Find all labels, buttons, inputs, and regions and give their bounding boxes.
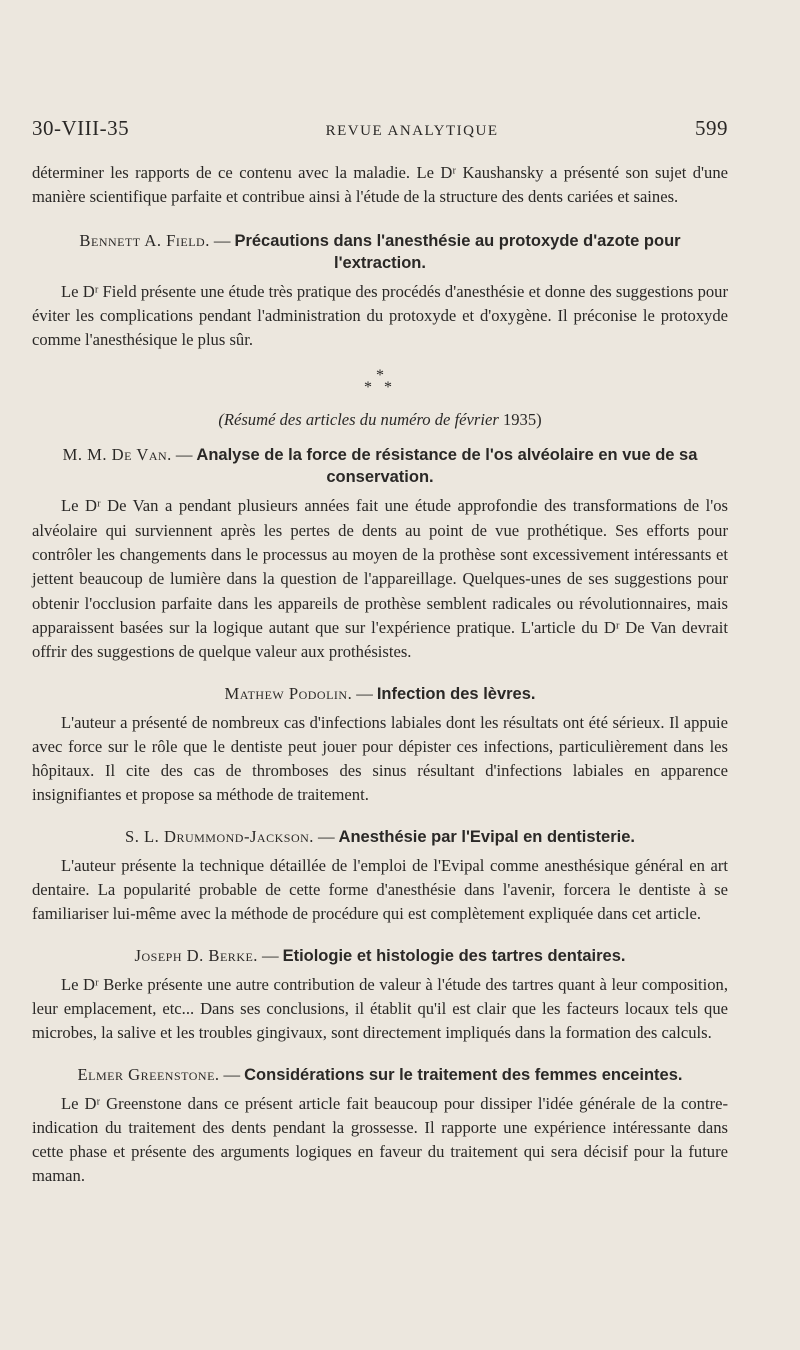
asterism-top: * [376,367,384,385]
abstract-entry [32,1064,728,1189]
entry-title: Anesthésie par l'Evipal en dentisterie. [338,827,635,846]
entry-dash: — [175,445,193,465]
intro-paragraph: déterminer les rapports de ce contenu avec la maladie. Le Dʳ Kaushansky a présenté son sujet d'une manière scientifique parfaite et contribue ainsi à l'étude de la structure des dents cariées et saines. [32,163,728,207]
entry-author: S. L. Drummond-Jackson. [125,826,314,846]
entry-dash: — [213,230,231,250]
entry-title: Analyse de la force de résistance de l'os alvéolaire en vue de sa conservation. [196,446,698,487]
entry-title: Infection des lèvres. [376,684,536,703]
entry-heading [32,444,728,488]
entry-dash: — [261,945,279,965]
entries-after-asterism [32,444,728,1188]
entry-heading [32,826,728,848]
abstract-entry [32,683,728,808]
entry-heading [32,683,728,705]
entry-dash: — [223,1064,241,1084]
entry-title: Considérations sur le traitement des femmes enceintes. [244,1065,683,1084]
entry-text: Le Dʳ Greenstone dans ce présent article fait beaucoup pour dissiper l'idée générale de la contre-indication du traitement des dents pendant la grossesse. Il rapporte une expérience intéressante dans cette phase et présente des arguments logiques en faveur du traitement qui sera décisif pour la future maman. [32,1093,728,1186]
abstract-entry [32,826,728,927]
entries-before-asterism [32,230,728,353]
abstract-entry [32,945,728,1046]
issue-note-year: 1935) [502,410,542,430]
entry-author: Mathew Podolin. [224,683,353,703]
entry-text: Le Dʳ De Van a pendant plusieurs années fait une étude approfondie des transformations de l'os alvéolaire qui surviennent après les pertes de dents au point de vue prothétique. Ses efforts pour contrôler les changements dans le processus au moyen de la prothèse sont excessivement intéressants et jettent beaucoup de lumière dans la question de l'appareillage. Quelques-unes de ses suggestions pour obtenir l'occlusion parfaite dans les appareils de prothèse semblent radicales ou révolutionnaires, mais apparaissent basées sur la logique autant que sur l'expérience pratique. L'article du Dʳ De Van devrait offrir des suggestions de quelque valeur aux prothésistes. [32,496,728,662]
entry-dash: — [356,683,373,703]
asterism [32,367,728,397]
running-header [32,116,728,146]
entry-author: Joseph D. Berke. [134,945,258,965]
header-journal-title: REVUE ANALYTIQUE [325,123,499,139]
entry-author: M. M. De Van. [62,445,172,465]
asterism-bottom: * * [364,379,396,397]
entry-text: Le Dʳ Berke présente une autre contribution de valeur à l'étude des tartres quant à leur composition, leur emplacement, etc... Dans ses conclusions, il établit qu'il est clair que les facteurs locaux tels que microbes, la salive et les troubles gingivaux, sont directement impliqués dans la formation des calculs. [32,974,728,1043]
entry-title: Précautions dans l'anesthésie au protoxyde d'azote pour l'extraction. [234,231,681,272]
abstract-entry [32,230,728,353]
entry-dash: — [317,826,335,846]
abstract-entry [32,444,728,664]
issue-note [32,410,728,430]
entry-heading [32,945,728,967]
page-number: 599 [694,116,728,140]
entry-author: Elmer Greenstone. [77,1064,220,1084]
entry-text: Le Dʳ Field présente une étude très pratique des procédés d'anesthésie et donne des suggestions pour éviter les complications pendant l'administration du protoxyde et d'oxygène. Il préconise le protoxyde comme l'anesthésique le plus sûr. [32,281,728,350]
page-content [32,161,728,1189]
entry-heading [32,1064,728,1086]
entry-heading [32,230,728,274]
entry-text: L'auteur a présenté de nombreux cas d'infections labiales dont les résultats ont été sérieux. Il appuie avec force sur le rôle que le dentiste peut jouer pour dépister ces infections, particulièrement dans les hôpitaux. Il cite des cas de thromboses des sinus résultant d'infections labiales en apparence insignifiantes et propose sa méthode de traitement. [32,712,728,805]
entry-author: Bennett A. Field. [79,230,210,250]
issue-note-label: (Résumé des articles du numéro de février [218,410,499,430]
header-date: 30-VIII-35 [32,116,130,140]
entry-title: Etiologie et histologie des tartres dentaires. [282,946,626,965]
entry-text: L'auteur présente la technique détaillée de l'emploi de l'Evipal comme anesthésique général en art dentaire. La popularité probable de cette forme d'anesthésie dans l'avenir, forcera le dentiste à se familiariser lui-même avec la méthode de procédure qui est complètement expliquée dans cet article. [32,855,728,924]
